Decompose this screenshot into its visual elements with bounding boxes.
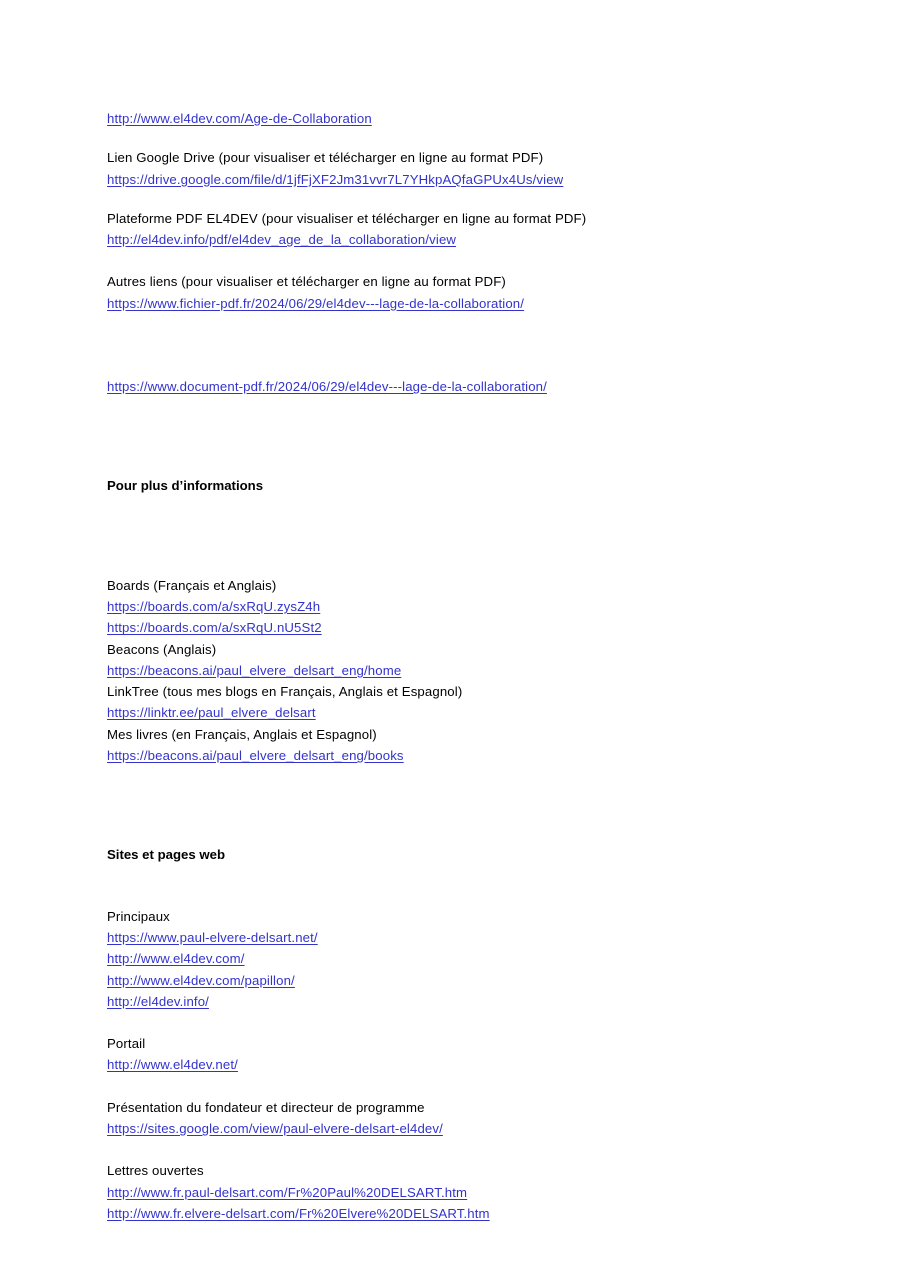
beacons-home-link[interactable]: https://beacons.ai/paul_elvere_delsart_eng/home <box>107 662 402 678</box>
linktree-link[interactable]: https://linktr.ee/paul_elvere_delsart <box>107 705 316 721</box>
presentation-link[interactable]: https://sites.google.com/view/paul-elvere-delsart-el4dev/ <box>107 1121 443 1137</box>
site-link-el4dev-com[interactable]: http://www.el4dev.com/ <box>107 951 245 967</box>
lettres-ouvertes-label: Lettres ouvertes <box>107 1163 204 1179</box>
link-line <box>107 169 807 190</box>
spacer <box>107 190 807 208</box>
document-body <box>107 108 807 1224</box>
link-line <box>107 927 807 948</box>
google-drive-label: Lien Google Drive (pour visualiser et télécharger en ligne au format PDF) <box>107 150 544 166</box>
spacer <box>107 1012 807 1033</box>
link-line <box>107 970 807 991</box>
link-line <box>107 1182 807 1203</box>
link-line <box>107 1118 807 1139</box>
books-label: Mes livres (en Français, Anglais et Espagnol) <box>107 726 377 742</box>
beacons-label: Beacons (Anglais) <box>107 641 217 657</box>
link-line <box>107 948 807 969</box>
platform-pdf-label: Plateforme PDF EL4DEV (pour visualiser et télécharger en ligne au format PDF) <box>107 210 587 226</box>
spacer <box>107 866 807 906</box>
link-line <box>107 293 807 314</box>
spacer <box>107 129 807 147</box>
link-line <box>107 1203 807 1224</box>
other-links-label: Autres liens (pour visualiser et télécharger en ligne au format PDF) <box>107 274 506 290</box>
spacer <box>107 766 807 844</box>
beacons-books-link[interactable]: https://beacons.ai/paul_elvere_delsart_eng/books <box>107 748 404 764</box>
spacer <box>107 1076 807 1097</box>
age-de-collaboration-link[interactable]: http://www.el4dev.com/Age-de-Collaboration <box>107 111 372 126</box>
spacer <box>107 1139 807 1160</box>
section-heading-sites: Sites et pages web <box>107 847 225 863</box>
site-link-paul-elvere-delsart[interactable]: https://www.paul-elvere-delsart.net/ <box>107 929 318 945</box>
link-line <box>107 745 807 766</box>
boards-link-2[interactable]: https://boards.com/a/sxRqU.nU5St2 <box>107 620 322 636</box>
site-link-el4dev-info[interactable]: http://el4dev.info/ <box>107 993 209 1009</box>
link-line <box>107 229 807 250</box>
boards-link-1[interactable]: https://boards.com/a/sxRqU.zysZ4h <box>107 598 321 614</box>
boards-label: Boards (Français et Anglais) <box>107 577 277 593</box>
link-line <box>107 376 807 397</box>
google-drive-link[interactable]: https://drive.google.com/file/d/1jfFjXF2Jm31vvr7L7YHkpAQfaGPUx4Us/view <box>107 171 564 187</box>
lettre-elvere-delsart-link[interactable]: http://www.fr.elvere-delsart.com/Fr%20Elvere%20DELSART.htm <box>107 1205 490 1221</box>
principaux-label: Principaux <box>107 908 170 924</box>
link-line <box>107 108 807 129</box>
section-heading-more-info: Pour plus d’informations <box>107 478 264 494</box>
link-line <box>107 617 807 638</box>
link-line <box>107 660 807 681</box>
site-link-el4dev-papillon[interactable]: http://www.el4dev.com/papillon/ <box>107 972 295 988</box>
fichier-pdf-link[interactable]: https://www.fichier-pdf.fr/2024/06/29/el4dev---lage-de-la-collaboration/ <box>107 295 525 311</box>
link-line <box>107 702 807 723</box>
spacer <box>107 397 807 475</box>
spacer <box>107 250 807 271</box>
link-line <box>107 596 807 617</box>
presentation-label: Présentation du fondateur et directeur de programme <box>107 1099 425 1115</box>
portail-link[interactable]: http://www.el4dev.net/ <box>107 1057 238 1073</box>
spacer <box>107 497 807 575</box>
portail-label: Portail <box>107 1036 146 1052</box>
platform-pdf-link[interactable]: http://el4dev.info/pdf/el4dev_age_de_la_collaboration/view <box>107 232 457 248</box>
spacer <box>107 314 807 376</box>
lettre-paul-delsart-link[interactable]: http://www.fr.paul-delsart.com/Fr%20Paul%20DELSART.htm <box>107 1184 468 1200</box>
document-pdf-link[interactable]: https://www.document-pdf.fr/2024/06/29/el4dev---lage-de-la-collaboration/ <box>107 379 547 395</box>
link-line <box>107 991 807 1012</box>
linktree-label: LinkTree (tous mes blogs en Français, Anglais et Espagnol) <box>107 684 463 700</box>
link-line <box>107 1054 807 1075</box>
